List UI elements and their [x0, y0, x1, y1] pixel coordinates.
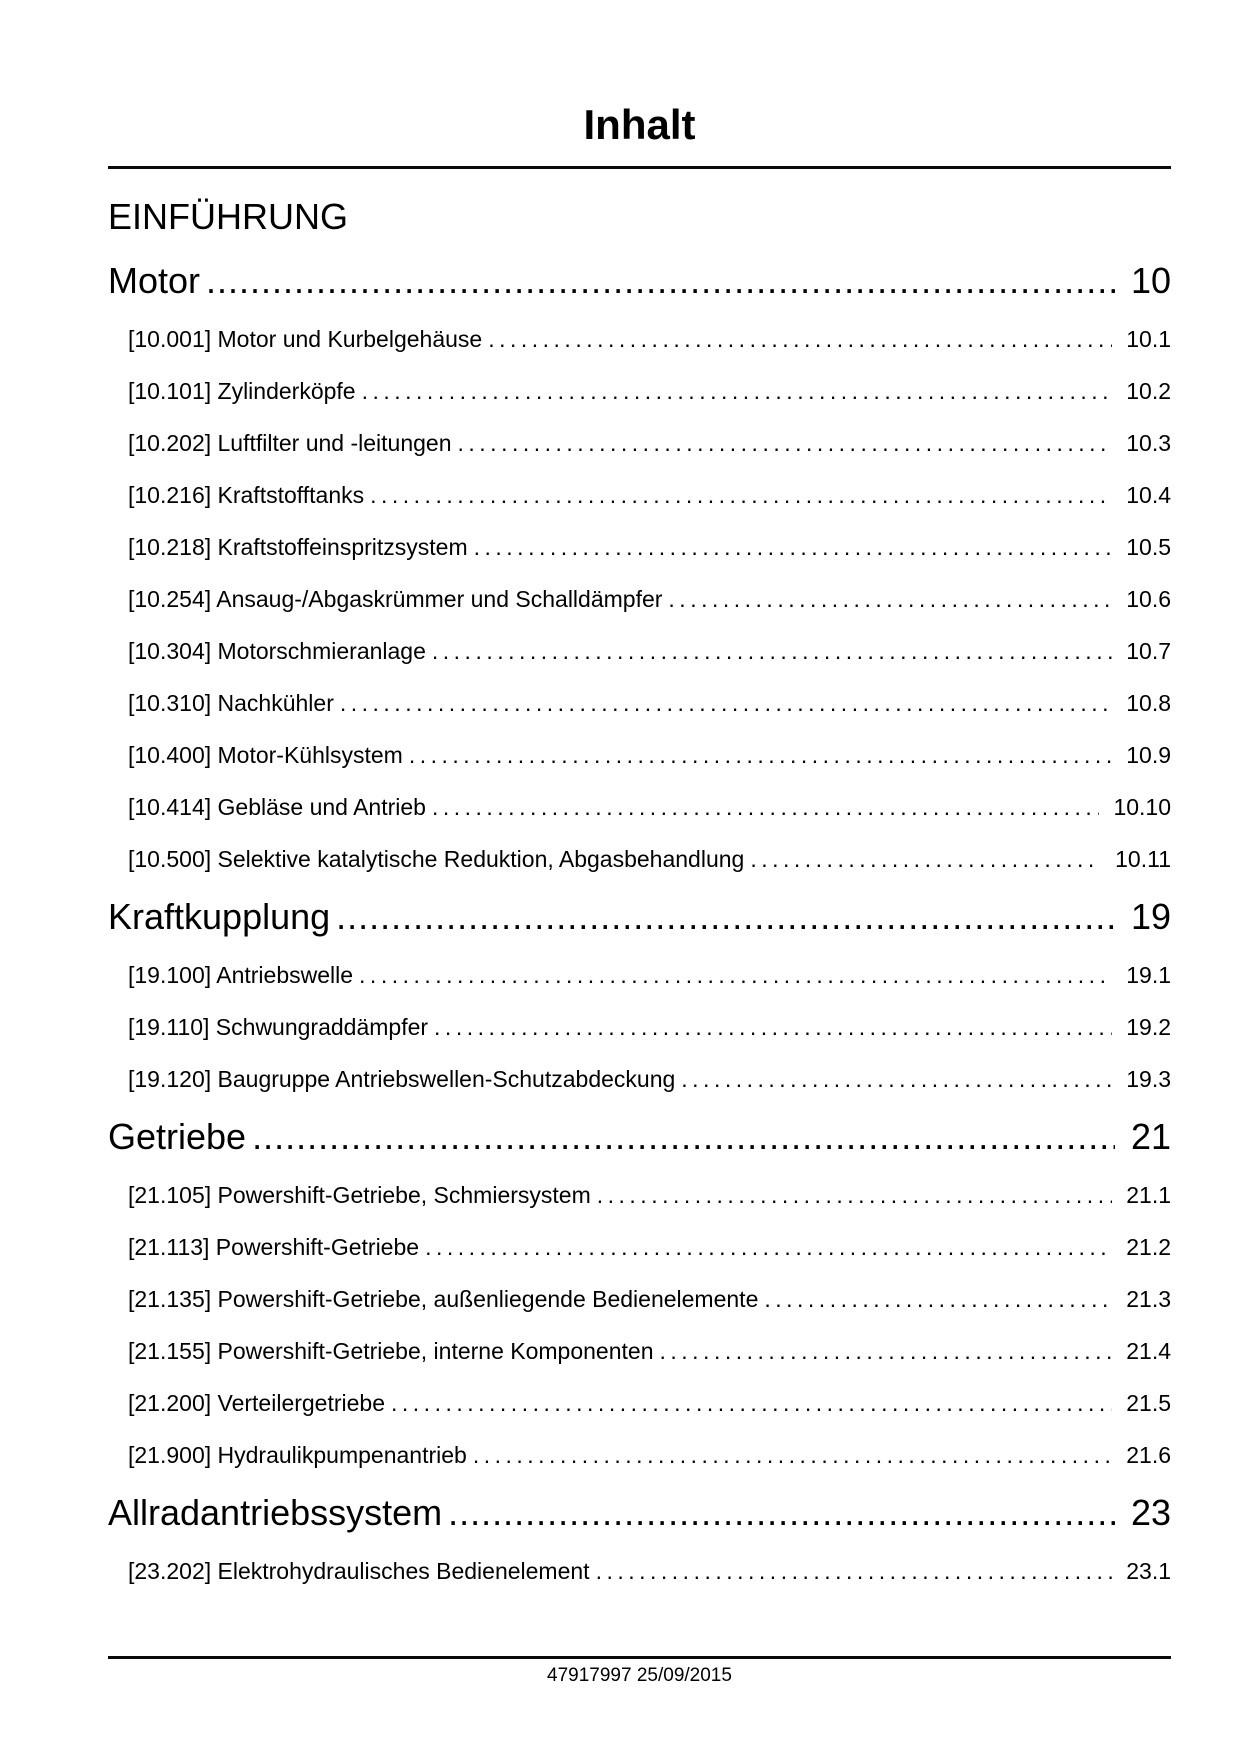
table-of-contents: [108, 185, 1171, 1597]
title-divider: [108, 166, 1171, 169]
dot-leader: [488, 313, 1112, 365]
dot-leader: [370, 469, 1112, 521]
toc-entry-row: [108, 677, 1171, 729]
toc-intro-heading-row: [108, 185, 1171, 249]
dot-leader: [432, 625, 1112, 677]
toc-entry-page: 21.6: [1126, 1442, 1171, 1468]
toc-entry-label: [21.113] Powershift-Getriebe: [128, 1234, 420, 1260]
toc-entry-label: [23.202] Elektrohydraulisches Bedienelement: [128, 1558, 590, 1584]
toc-entry-row: [108, 729, 1171, 781]
toc-entry-row: [108, 1001, 1171, 1053]
toc-entry-row: [108, 1429, 1171, 1481]
toc-entry-page: 23.1: [1126, 1558, 1171, 1584]
toc-entry-row: [108, 1325, 1171, 1377]
toc-entry-label: [19.100] Antriebswelle: [128, 962, 354, 988]
toc-entry-label: [10.310] Nachkühler: [128, 690, 334, 716]
toc-section-label: Getriebe: [108, 1116, 247, 1157]
toc-entry-label: [21.155] Powershift-Getriebe, interne Komponenten: [128, 1338, 654, 1364]
dot-leader: [597, 1169, 1112, 1221]
dot-leader: [434, 1001, 1112, 1053]
toc-entry-page: 10.9: [1126, 742, 1171, 768]
toc-entry-label: [10.101] Zylinderköpfe: [128, 378, 356, 404]
toc-entry-label: [21.135] Powershift-Getriebe, außenliegende Bedienelemente: [128, 1286, 759, 1312]
toc-entry-row: [108, 781, 1171, 833]
dot-leader: [668, 573, 1112, 625]
toc-entry-row: [108, 949, 1171, 1001]
toc-entry-row: [108, 313, 1171, 365]
toc-entry-row: [108, 625, 1171, 677]
toc-section-row-getriebe: [108, 1105, 1171, 1169]
toc-entry-label: [10.216] Kraftstofftanks: [128, 482, 365, 508]
dot-leader: [474, 521, 1113, 573]
toc-entry-row: [108, 417, 1171, 469]
footer-divider: [108, 1656, 1171, 1659]
toc-entry-page: 21.3: [1126, 1286, 1171, 1312]
toc-entry-row: [108, 573, 1171, 625]
dot-leader: [458, 417, 1113, 469]
toc-entry-page: 10.5: [1126, 534, 1171, 560]
toc-entry-label: [10.414] Gebläse und Antrieb: [128, 794, 426, 820]
dot-leader: [473, 1429, 1112, 1481]
toc-section-row-allradantriebssystem: [108, 1481, 1171, 1545]
toc-entry-row: [108, 833, 1171, 885]
dot-leader: [660, 1325, 1113, 1377]
toc-entry-page: 21.5: [1126, 1390, 1171, 1416]
toc-entry-page: 10.1: [1126, 326, 1171, 352]
toc-section-label: Motor: [108, 260, 201, 301]
toc-entry-label: [10.202] Luftfilter und -leitungen: [128, 430, 452, 456]
toc-section-label: Allradantriebssystem: [108, 1492, 443, 1533]
toc-section-page: 23: [1130, 1492, 1171, 1533]
toc-entry-page: 21.1: [1126, 1182, 1171, 1208]
toc-entry-page: 10.10: [1113, 794, 1171, 820]
toc-entry-row: [108, 1273, 1171, 1325]
dot-leader: [409, 729, 1112, 781]
dot-leader: [340, 677, 1112, 729]
footer-document-number: 47917997 25/09/2015: [547, 1665, 732, 1686]
toc-entry-label: [10.400] Motor-Kühlsystem: [128, 742, 403, 768]
dot-leader: [206, 249, 1115, 313]
toc-entry-row: [108, 365, 1171, 417]
toc-entry-label: [10.500] Selektive katalytische Reduktion, Abgasbehandlung: [128, 846, 745, 872]
toc-entry-page: 21.2: [1126, 1234, 1171, 1260]
toc-intro-heading: EINFÜHRUNG: [108, 196, 348, 237]
toc-section-page: 10: [1130, 260, 1171, 301]
toc-entry-row: [108, 521, 1171, 573]
dot-leader: [336, 885, 1115, 949]
toc-entry-label: [21.200] Verteilergetriebe: [128, 1390, 386, 1416]
toc-entry-page: 10.6: [1126, 586, 1171, 612]
toc-entry-page: 10.11: [1115, 846, 1171, 872]
toc-entry-page: 19.3: [1126, 1066, 1171, 1092]
toc-entry-page: 19.1: [1126, 962, 1171, 988]
toc-entry-page: 21.4: [1126, 1338, 1171, 1364]
toc-entry-page: 19.2: [1126, 1014, 1171, 1040]
dot-leader: [432, 781, 1099, 833]
page-content: [0, 101, 1241, 1597]
toc-entry-page: 10.2: [1126, 378, 1171, 404]
dot-leader: [596, 1545, 1113, 1597]
toc-entry-row: [108, 1377, 1171, 1429]
toc-section-label: Kraftkupplung: [108, 896, 331, 937]
dot-leader: [448, 1481, 1115, 1545]
dot-leader: [252, 1105, 1115, 1169]
dot-leader: [750, 833, 1101, 885]
toc-entry-label: [19.120] Baugruppe Antriebswellen-Schutzabdeckung: [128, 1066, 676, 1092]
toc-entry-row: [108, 1221, 1171, 1273]
dot-leader: [681, 1053, 1112, 1105]
toc-entry-row: [108, 1053, 1171, 1105]
toc-section-row-kraftkupplung: [108, 885, 1171, 949]
toc-entry-page: 10.8: [1126, 690, 1171, 716]
dot-leader: [362, 365, 1113, 417]
toc-entry-label: [21.900] Hydraulikpumpenantrieb: [128, 1442, 467, 1468]
toc-section-row-motor: [108, 249, 1171, 313]
toc-entry-row: [108, 1545, 1171, 1597]
toc-entry-page: 10.3: [1126, 430, 1171, 456]
toc-section-page: 19: [1130, 896, 1171, 937]
dot-leader: [764, 1273, 1112, 1325]
toc-section-page: 21: [1130, 1116, 1171, 1157]
toc-entry-label: [10.254] Ansaug-/Abgaskrümmer und Schalldämpfer: [128, 586, 663, 612]
toc-entry-label: [19.110] Schwungraddämpfer: [128, 1014, 429, 1040]
page-footer: [108, 1656, 1171, 1687]
dot-leader: [359, 949, 1112, 1001]
dot-leader: [425, 1221, 1112, 1273]
toc-entry-page: 10.7: [1126, 638, 1171, 664]
toc-entry-page: 10.4: [1126, 482, 1171, 508]
toc-entry-label: [10.218] Kraftstoffeinspritzsystem: [128, 534, 468, 560]
dot-leader: [391, 1377, 1112, 1429]
toc-entry-label: [21.105] Powershift-Getriebe, Schmiersystem: [128, 1182, 591, 1208]
toc-entry-label: [10.001] Motor und Kurbelgehäuse: [128, 326, 483, 352]
toc-entry-row: [108, 469, 1171, 521]
toc-entry-label: [10.304] Motorschmieranlage: [128, 638, 426, 664]
page-title: Inhalt: [583, 101, 696, 148]
toc-entry-row: [108, 1169, 1171, 1221]
